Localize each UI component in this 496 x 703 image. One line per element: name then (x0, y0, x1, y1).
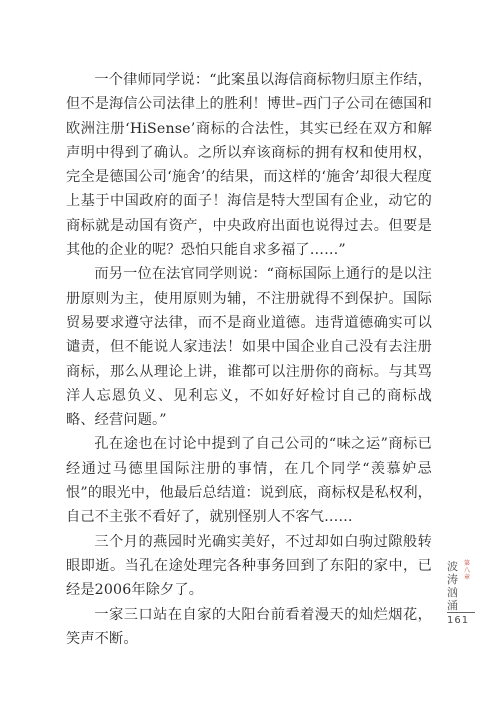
paragraph: 一家三口站在自家的大阳台前看着漫天的灿烂烟花，笑声不断。 (66, 606, 432, 647)
paragraph: 一个律师同学说：“此案虽以海信商标物归原主作结，但不是海信公司法律上的胜利！博世–西门子公司在德国和欧洲注册‘HiSense’商标的合法性，其实已经在双方和解声明中得到了确认。之所以弃该商标的拥有权和使用权，完全是德国公司‘施舍’的结果，而这样的‘施舍’却很大程度上基于中国政府的面子！海信是特大型国有企业，动它的商标就是动国有资产，中央政府出面也说得过去。但要是其他的企业的呢？恐怕只能自求多福了……” (66, 72, 432, 259)
body-text (66, 68, 432, 651)
section-title: 波涛汹涌 (447, 560, 458, 612)
chapter-number: 第八章 (464, 560, 471, 581)
page-number: 161 (447, 615, 470, 626)
paragraph: 孔在途也在讨论中提到了自己公司的“味之运”商标已经通过马德里国际注册的事情，在几个同学“羡慕妒忌恨”的眼光中，他最后总结道：说到底，商标权是私权利，自己不主张不看好了，就别怪别人不客气…… (66, 436, 432, 526)
paragraph: 三个月的燕园时光确实美好，不过却如白驹过隙般转眼即逝。当孔在途处理完各种事务回到了东阳的家中，已经是2006年除夕了。 (66, 533, 432, 599)
divider (447, 612, 475, 613)
chapter-side-label (447, 560, 479, 620)
paragraph: 而另一位在法官同学则说：“商标国际上通行的是以注册原则为主，使用原则为辅，不注册就得不到保护。国际贸易要求遵守法律，而不是商业道德。违背道德确实可以谴责，但不能说人家违法！如果中国企业自己没有去注册商标，那么从理论上讲，谁都可以注册你的商标。与其骂洋人忘恩负义、见利忘义，不如好好检讨自己的商标战略、经营问题。” (66, 266, 432, 429)
